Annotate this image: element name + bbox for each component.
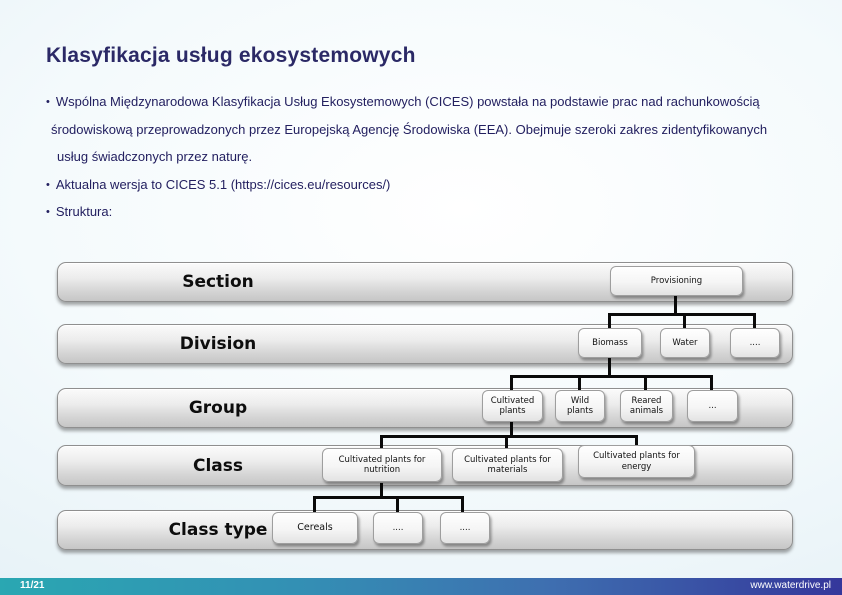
- connector-line: [674, 295, 677, 313]
- node-wild-plants: Wild plants: [555, 390, 605, 422]
- connector-line: [608, 313, 756, 316]
- node-cultivated-plants-nutrition: Cultivated plants for nutrition: [322, 448, 442, 482]
- connector-line: [313, 496, 316, 513]
- cices-structure-diagram: [57, 258, 791, 554]
- node-provisioning: Provisioning: [610, 266, 743, 296]
- node-reared-animals: Reared animals: [620, 390, 673, 422]
- row-class-type: [57, 510, 793, 550]
- node-group-more: ...: [687, 390, 738, 422]
- bullet-line: [46, 116, 826, 144]
- node-class-type-more-1: ....: [373, 512, 423, 544]
- node-cultivated-plants-energy: Cultivated plants for energy: [578, 445, 695, 478]
- connector-line: [510, 375, 713, 378]
- connector-line: [505, 435, 508, 449]
- row-label-class-type: Class type: [168, 520, 268, 540]
- row-label-class: Class: [192, 455, 243, 476]
- bullet-list: [46, 88, 826, 226]
- node-class-type-more-2: ....: [440, 512, 490, 544]
- website-url: www.waterdrive.pl: [750, 580, 831, 591]
- connector-line: [380, 435, 638, 438]
- bullet-text: usług świadczonych przez naturę.: [57, 149, 253, 164]
- row-group: [57, 388, 793, 428]
- bullet-line: [46, 143, 826, 171]
- bullet-marker: •: [46, 96, 50, 108]
- connector-line: [644, 375, 647, 391]
- connector-line: [313, 496, 464, 499]
- row-label-group: Group: [188, 398, 248, 418]
- bullet-text: środowiskową przeprowadzonych przez Europejską Agencję Środowiska (EEA). Obejmuje szeroki zakres zidentyfikowanych: [51, 121, 768, 137]
- row-label-section: Section: [182, 272, 254, 292]
- connector-line: [710, 375, 713, 391]
- node-cultivated-plants-materials: Cultivated plants for materials: [452, 448, 563, 482]
- connector-line: [578, 375, 581, 391]
- bullet-marker: •: [46, 206, 50, 218]
- node-water: Water: [660, 328, 710, 358]
- connector-line: [396, 496, 399, 513]
- connector-line: [461, 496, 464, 513]
- bullet-line: [46, 88, 826, 116]
- node-biomass: Biomass: [578, 328, 642, 358]
- page-number: 11/21: [20, 580, 45, 591]
- node-cultivated-plants: Cultivated plants: [482, 390, 543, 422]
- connector-line: [510, 375, 513, 391]
- footer-bar: [0, 578, 842, 595]
- bullet-marker: •: [46, 178, 50, 191]
- page-title: Klasyfikacja usług ekosystemowych: [46, 44, 416, 67]
- node-division-more: ....: [730, 328, 780, 358]
- bullet-text: Struktura:: [55, 204, 113, 219]
- bullet-line: [46, 198, 826, 226]
- connector-line: [380, 435, 383, 449]
- bullet-text: Wspólna Międzynarodowa Klasyfikacja Usług Ekosystemowych (CICES) powstała na podstawie prac nad rachunkowością: [55, 94, 760, 109]
- connector-line: [510, 422, 513, 435]
- bullet-text: Aktualna wersja to CICES 5.1 (https://cices.eu/resources/): [55, 176, 391, 192]
- connector-line: [380, 483, 383, 496]
- connector-line: [608, 358, 611, 375]
- node-cereals: Cereals: [272, 512, 358, 544]
- bullet-line: [46, 171, 826, 199]
- row-label-division: Division: [179, 334, 257, 354]
